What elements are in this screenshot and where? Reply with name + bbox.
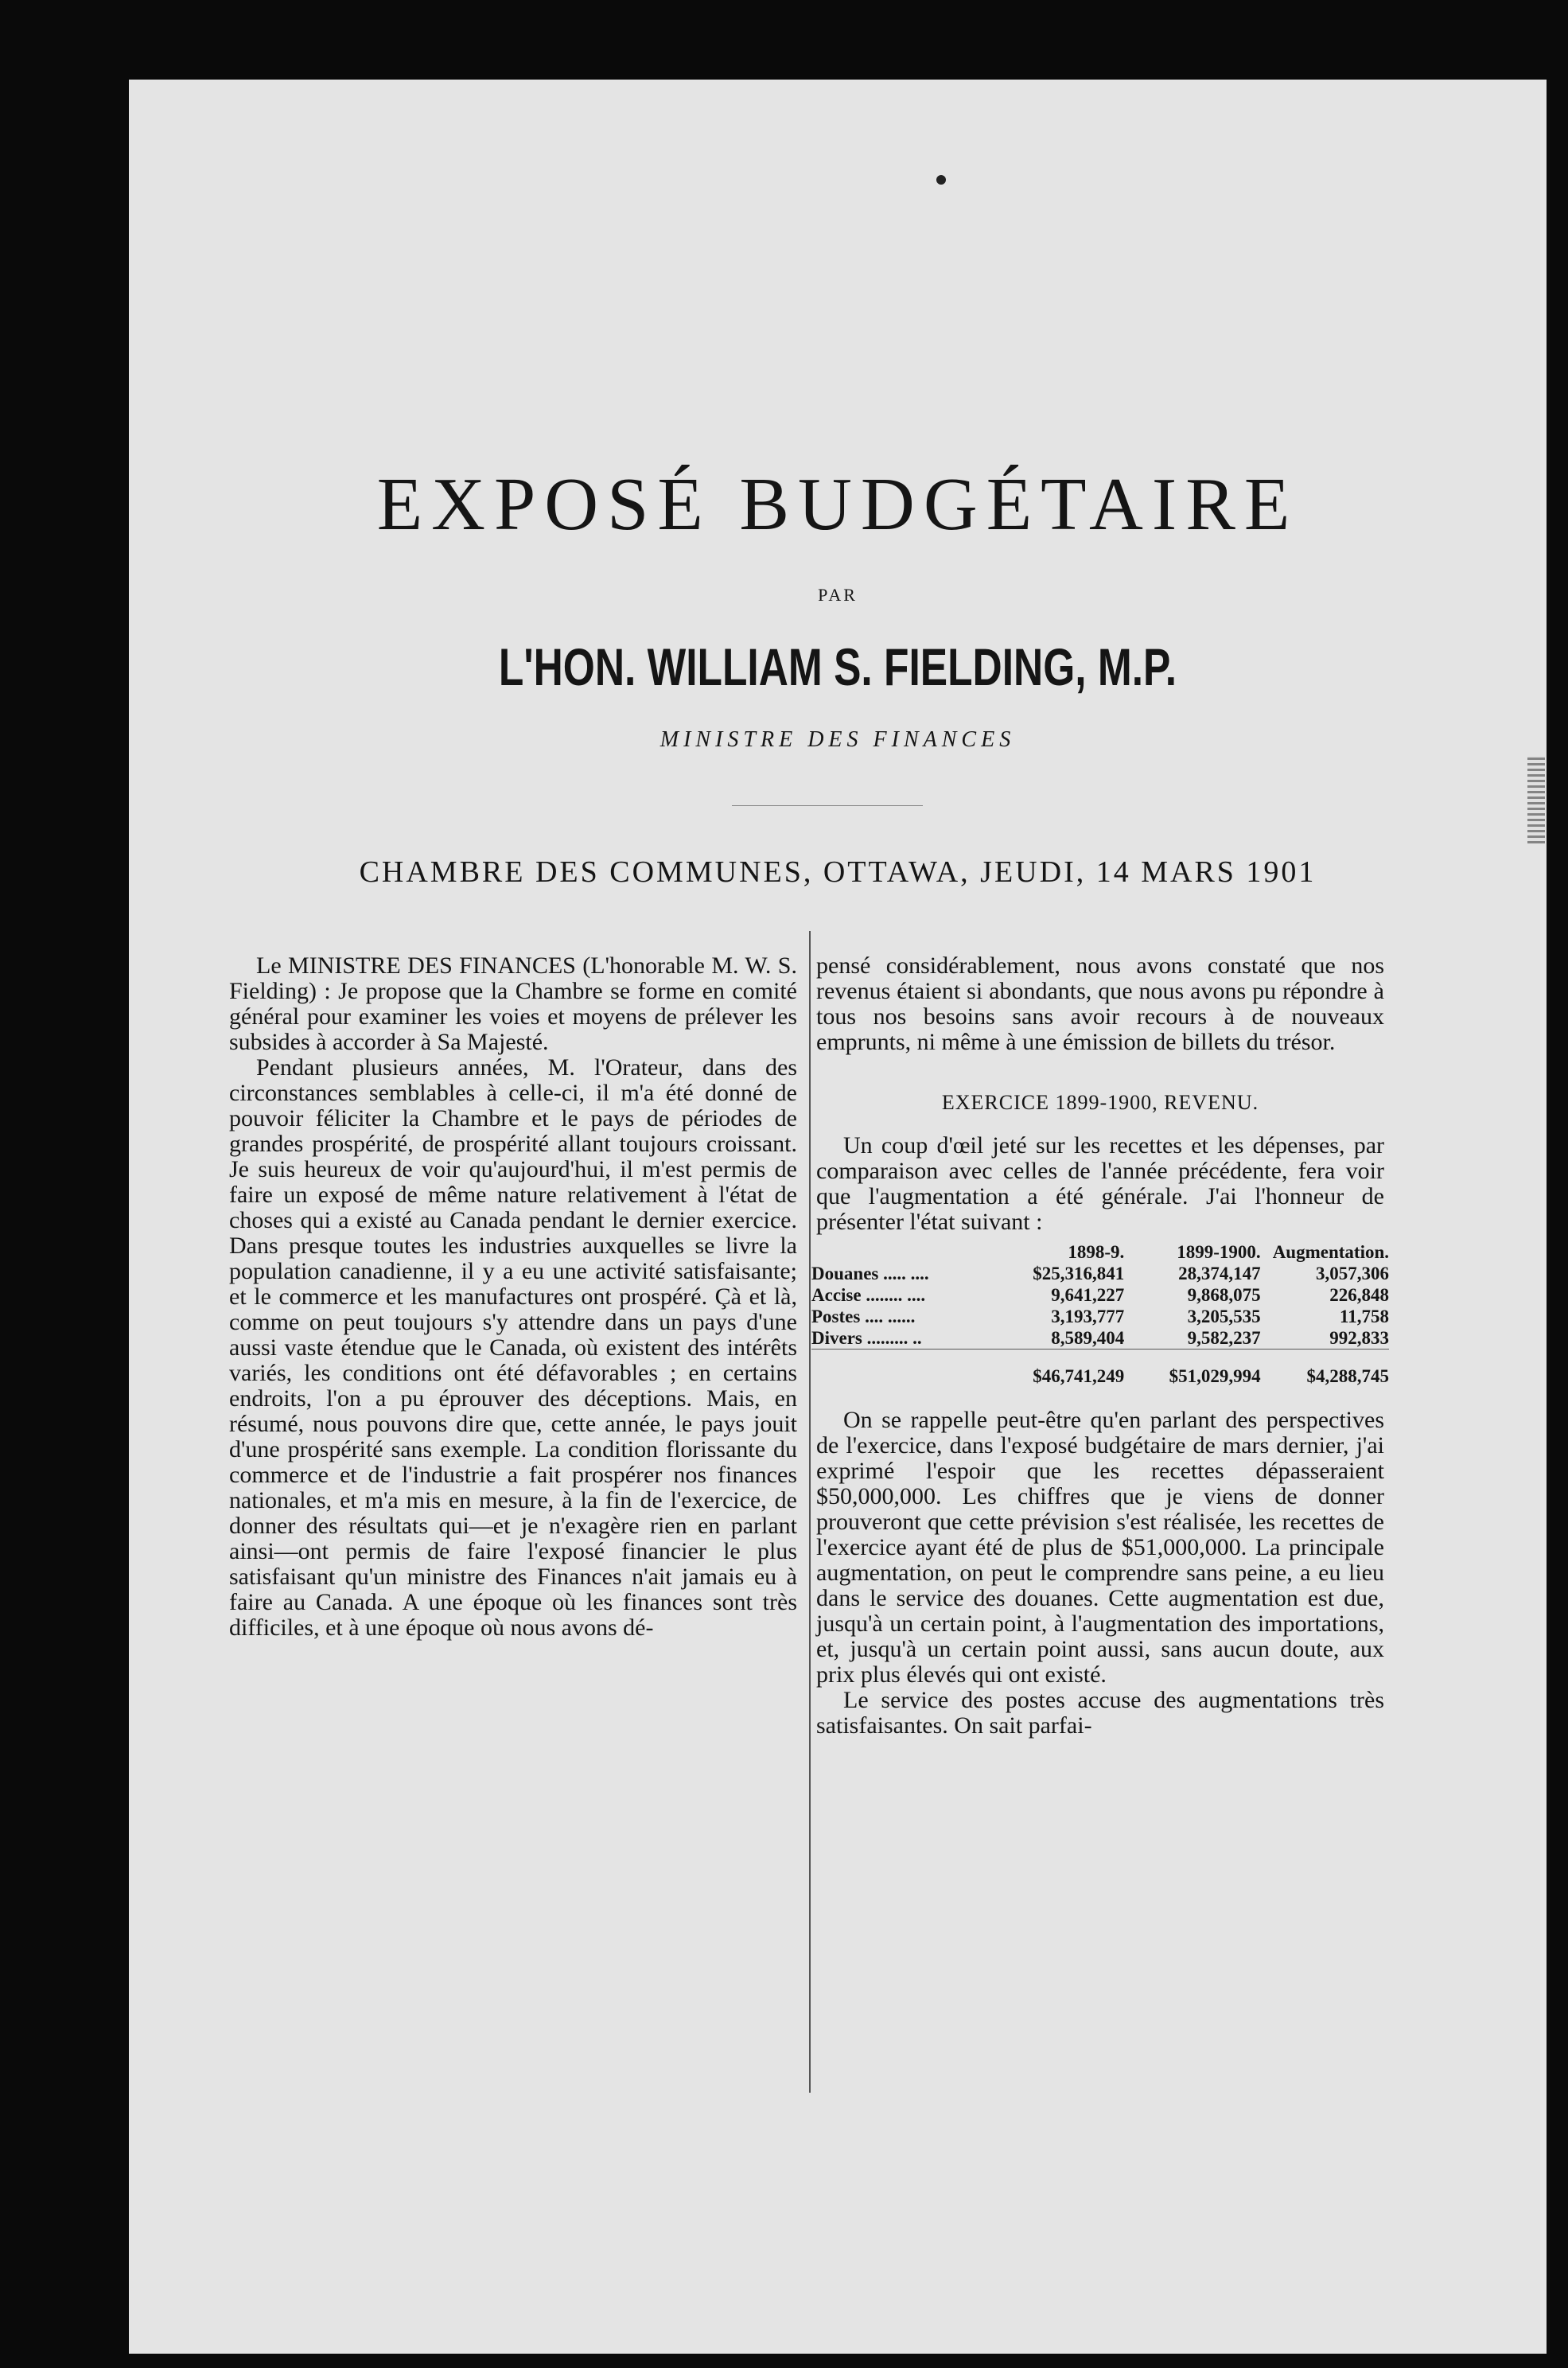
table-row [811, 1263, 1389, 1284]
paragraph: Le MINISTRE DES FINANCES (L'honorable M. W. S. Fielding) : Je propose que la Chambre se forme en comité général pour examiner les voies et moyens de prélever les subsides à accorder à Sa Majesté. [229, 952, 797, 1055]
author-name: L'HON. WILLIAM S. FIELDING, M.P. [498, 637, 1177, 696]
cell-1898-9: 3,193,777 [1051, 1307, 1125, 1326]
paragraph: Un coup d'œil jeté sur les recettes et les dépenses, par comparaison avec celles de l'année précédente, fera voir que l'augmentation a été générale. J'ai l'honneur de présenter l'état suivant : [816, 1132, 1384, 1235]
paragraph: Pendant plusieurs années, M. l'Orateur, dans des circonstances semblables à celle-ci, il m'a été donné de pouvoir féliciter la Chambre et le pays de périodes de grandes prospérité, de prospérité allant toujours croissant. Je suis heureux de voir qu'aujourd'hui, il m'est permis de faire un exposé de même nature relativement à l'état de choses qui a existé au Canada pendant le dernier exercice. Dans presque toutes les industries auxquelles se livre la population canadienne, il y a eu une activité satisfaisante; et le commerce et les manufactures ont prospéré. Çà et là, comme on peut toujours s'y attendre dans un pays d'une aussi vaste étendue que le Canada, où existent des intérêts variés, les conditions ont été défavorables ; en certains endroits, l'on a pu éprouver des déceptions. Mais, en résumé, nous pouvons dire que, cette année, le pays jouit d'une prospérité sans exemple. La condition florissante du commerce et de l'industrie a fait prospérer nos finances nationales, et m'a mis en mesure, à la fin de l'exercice, de donner des résultats qui—et je n'exagère rien en parlant ainsi—ont permis de faire l'exposé financier le plus satisfaisant qu'un ministre des Finances n'ait jamais eu à faire au Canada. A une époque où les finances sont très difficiles, et à une époque où nous avons dé- [229, 1054, 797, 1641]
table-header: 1898-9. [1068, 1242, 1125, 1262]
cell-1898-9: 9,641,227 [1051, 1285, 1125, 1305]
byline-par: PAR [818, 585, 858, 605]
sitting-line: CHAMBRE DES COMMUNES, OTTAWA, JEUDI, 14 MARS 1901 [359, 855, 1317, 889]
revenue-table [811, 1241, 1389, 1387]
cell-1898-9: $25,316,841 [1033, 1264, 1125, 1283]
leader-dots: .... ...... [860, 1307, 916, 1326]
row-label: Douanes [811, 1264, 879, 1283]
leader-dots: ..... .... [878, 1264, 929, 1283]
total-1898-9: $46,741,249 [996, 1350, 1124, 1388]
cell-1899-1900: 3,205,535 [1187, 1307, 1261, 1326]
row-label: Divers [811, 1328, 862, 1348]
page-mark [936, 175, 946, 185]
table-row [811, 1284, 1389, 1306]
divider [732, 805, 923, 806]
row-label: Postes [811, 1307, 861, 1326]
cell-augmentation: 3,057,306 [1316, 1264, 1389, 1283]
author-office: MINISTRE DES FINANCES [659, 727, 1016, 752]
cell-1899-1900: 9,868,075 [1187, 1285, 1261, 1305]
document-title: EXPOSÉ BUDGÉTAIRE [376, 463, 1299, 546]
leader-dots: ........ .... [861, 1285, 926, 1305]
column-divider [809, 931, 811, 2093]
cell-1899-1900: 28,374,147 [1178, 1264, 1261, 1283]
section-heading: EXERCICE 1899-1900, REVENU. [941, 1091, 1259, 1114]
cell-1899-1900: 9,582,237 [1187, 1328, 1261, 1348]
cell-1898-9: 8,589,404 [1051, 1328, 1125, 1348]
row-label: Accise [811, 1285, 862, 1305]
left-column [229, 953, 797, 1641]
cell-augmentation: 226,848 [1329, 1285, 1389, 1305]
paragraph: On se rappelle peut-être qu'en parlant des perspectives de l'exercice, dans l'exposé budgétaire de mars dernier, j'ai exprimé l'espoir que les recettes dépasseraient $50,000,000. Les chiffres que je viens de donner prouveront que cette prévision s'est réalisée, les recettes de l'exercice ayant été de plus de $51,000,000. La principale augmentation, on peut le comprendre sans peine, a eu lieu dans le service des douanes. Cette augmentation est due, jusqu'à un certain point, à l'augmentation des importations, et, jusqu'à un certain point aussi, sans aucun doute, aux prix plus élevés qui ont existé. [816, 1407, 1384, 1688]
table-header: 1899-1900. [1177, 1242, 1261, 1262]
table-row [811, 1306, 1389, 1327]
cell-augmentation: 11,758 [1340, 1307, 1389, 1326]
cell-augmentation: 992,833 [1329, 1328, 1389, 1348]
right-column [811, 952, 1389, 1739]
total-1899-1900: $51,029,994 [1124, 1350, 1260, 1388]
scan-artifact [1527, 756, 1545, 843]
table-header [811, 1241, 996, 1263]
table-header: Augmentation. [1272, 1242, 1389, 1262]
paragraph: pensé considérablement, nous avons constaté que nos revenus étaient si abondants, que nous avons pu répondre à tous nos besoins sans avoir recours à de nouveaux emprunts, ni même à une émission de billets du trésor. [816, 952, 1384, 1055]
table-row [811, 1327, 1389, 1350]
total-augmentation: $4,288,745 [1261, 1350, 1389, 1388]
table-total-row [811, 1350, 1389, 1388]
paragraph: Le service des postes accuse des augmentations très satisfaisantes. On sait parfai- [816, 1687, 1384, 1739]
table-header-row [811, 1241, 1389, 1263]
leader-dots: ......... .. [862, 1328, 922, 1348]
